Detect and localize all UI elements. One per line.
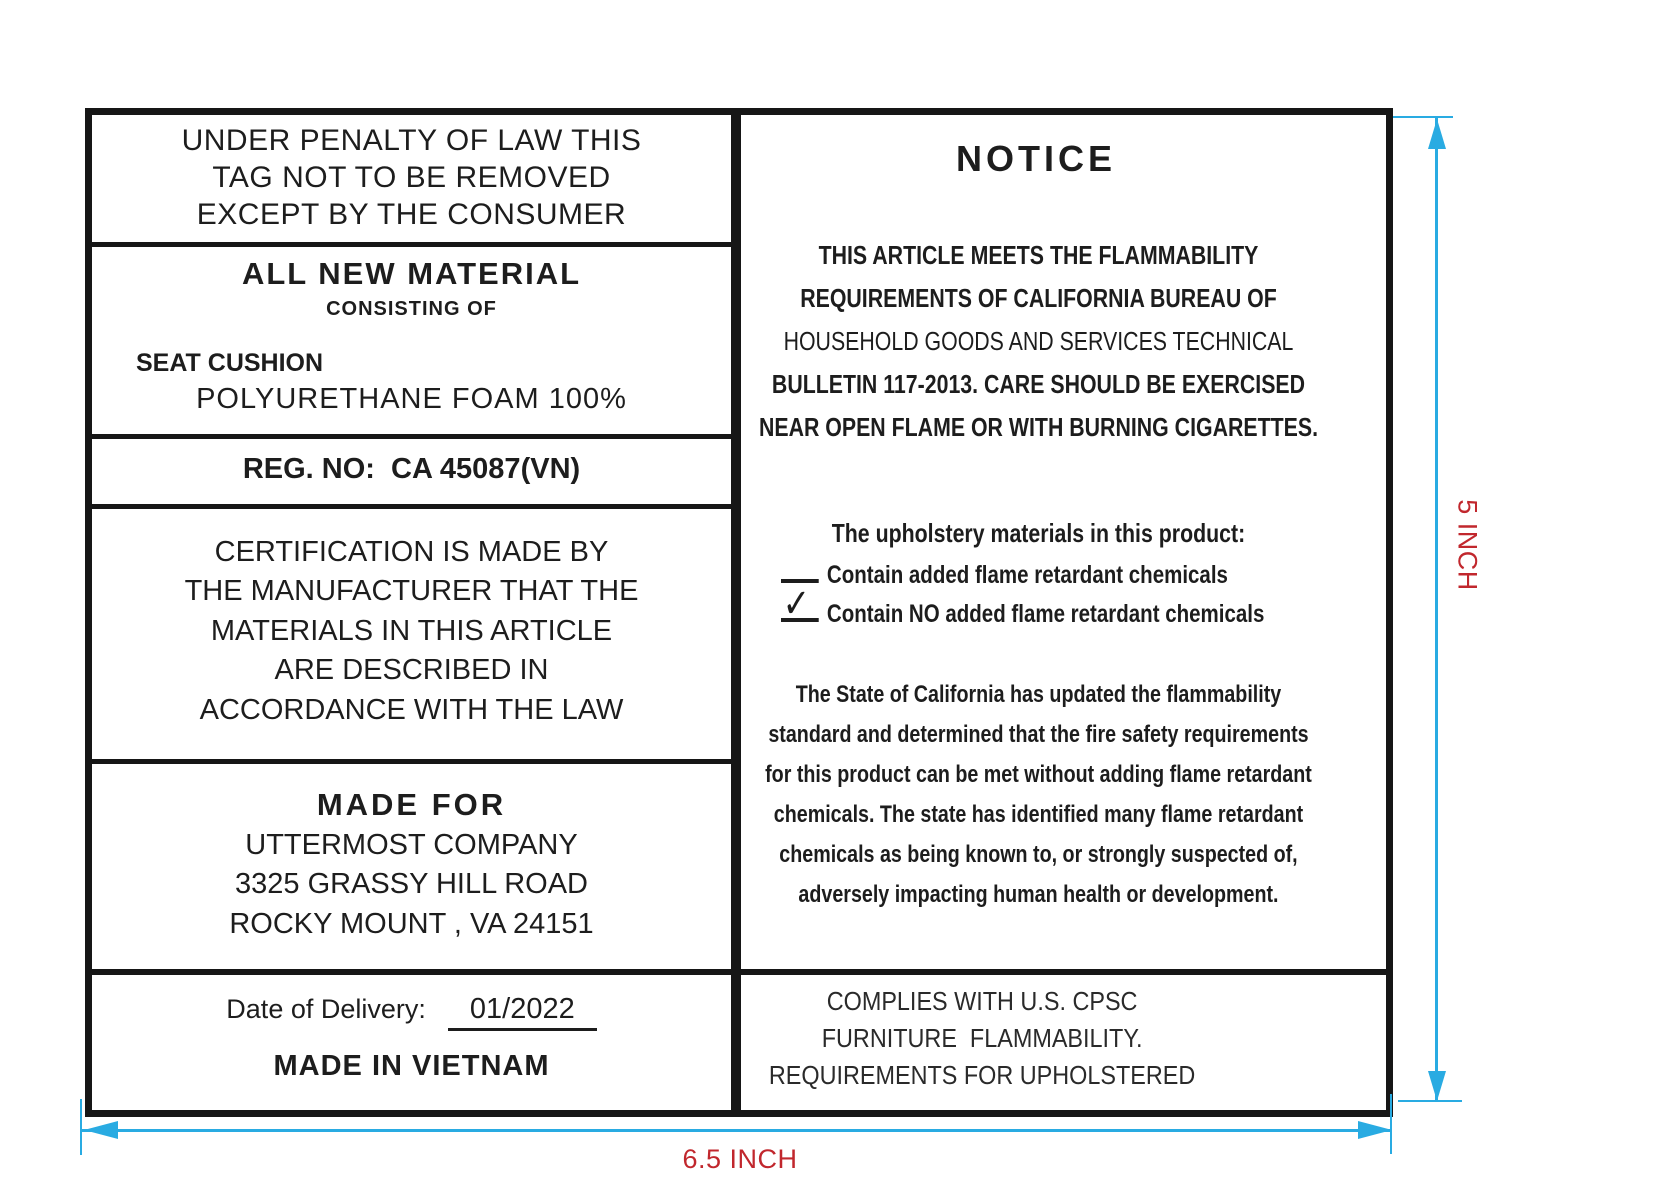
company-address-street: 3325 GRASSY HILL ROAD <box>235 868 588 901</box>
penalty-notice <box>92 122 731 233</box>
upholstery-heading: The upholstery materials in this product: <box>831 518 1246 548</box>
delivery-date-row <box>92 993 731 1031</box>
flammability-line: NEAR OPEN FLAME OR WITH BURNING CIGARETTES. <box>758 412 1319 442</box>
delivery-date-value: 01/2022 <box>448 993 597 1031</box>
arrow-up-icon <box>1428 119 1446 149</box>
state-update-paragraph <box>740 675 1382 915</box>
material-subtitle: CONSISTING OF <box>326 298 497 320</box>
certification-line: ACCORDANCE WITH THE LAW <box>199 693 624 726</box>
width-dimension-left-tick <box>80 1099 82 1155</box>
company-name: UTTERMOST COMPANY <box>245 828 578 861</box>
certification-line: ARE DESCRIBED IN <box>274 654 549 687</box>
checklist-option-label: Contain added flame retardant chemicals <box>826 561 1228 589</box>
penalty-line: UNDER PENALTY OF LAW THIS <box>181 124 642 157</box>
certification-statement <box>92 504 731 759</box>
checklist-option-checked <box>781 581 1337 634</box>
height-dimension-line <box>1435 117 1438 1101</box>
company-address-city: ROCKY MOUNT , VA 24151 <box>229 907 594 940</box>
cpsc-compliance-statement <box>740 983 1332 1094</box>
state-paragraph-line: chemicals as being known to, or strongly suspected of, <box>779 841 1298 868</box>
width-dimension-line <box>82 1129 1392 1132</box>
certification-line: CERTIFICATION IS MADE BY <box>214 535 609 568</box>
arrow-left-icon <box>84 1121 118 1139</box>
country-of-origin: MADE IN VIETNAM <box>273 1050 550 1082</box>
registration-number: REG. NO: CA 45087(VN) <box>242 452 581 485</box>
divider-penalty <box>92 242 731 247</box>
penalty-line: EXCEPT BY THE CONSUMER <box>196 198 627 231</box>
material-component: SEAT CUSHION <box>136 349 324 377</box>
made-for-block <box>92 759 731 969</box>
notice-title: NOTICE <box>955 138 1116 179</box>
state-paragraph-line: chemicals. The state has identified many flame retardant <box>773 801 1304 828</box>
compliance-line: FURNITURE FLAMMABILITY. <box>821 1023 1143 1053</box>
material-composition: POLYURETHANE FOAM 100% <box>196 383 627 415</box>
penalty-line: TAG NOT TO BE REMOVED <box>212 161 611 194</box>
state-paragraph-line: for this product can be met without adding flame retardant <box>765 761 1312 788</box>
height-dimension-label: 5 INCH <box>1452 499 1483 591</box>
width-dimension-right-tick <box>1390 1094 1392 1154</box>
flame-retardant-checklist <box>740 556 1382 634</box>
delivery-date-label: Date of Delivery: <box>226 994 426 1024</box>
flammability-line: REQUIREMENTS OF CALIFORNIA BUREAU OF <box>800 283 1277 313</box>
arrow-down-icon <box>1428 1071 1446 1101</box>
certification-line: MATERIALS IN THIS ARTICLE <box>210 614 613 647</box>
certification-line: THE MANUFACTURER THAT THE <box>184 575 639 608</box>
flammability-line: THIS ARTICLE MEETS THE FLAMMABILITY <box>818 240 1259 270</box>
width-dimension-label: 6.5 INCH <box>682 1144 798 1174</box>
state-paragraph-line: adversely impacting human health or development. <box>798 881 1279 908</box>
height-dimension-bottom-tick <box>1398 1100 1462 1102</box>
checkbox-blank-line <box>781 581 819 627</box>
height-dimension-top-tick <box>1393 116 1453 118</box>
check-mark-icon: ✓ <box>782 581 811 627</box>
made-for-title: MADE FOR <box>316 786 507 822</box>
checklist-option-unchecked <box>781 556 1337 595</box>
divider-bottom-sections <box>92 969 1386 975</box>
checklist-option-label: Contain NO added flame retardant chemicals <box>826 600 1265 628</box>
flammability-line: HOUSEHOLD GOODS AND SERVICES TECHNICAL <box>783 326 1294 356</box>
arrow-right-icon <box>1358 1121 1392 1139</box>
flammability-line: BULLETIN 117-2013. CARE SHOULD BE EXERCISED <box>771 369 1306 399</box>
material-title: ALL NEW MATERIAL <box>241 256 582 291</box>
compliance-line: REQUIREMENTS FOR UPHOLSTERED <box>768 1060 1196 1090</box>
compliance-line: COMPLIES WITH U.S. CPSC <box>826 986 1138 1016</box>
flammability-statement <box>740 234 1382 449</box>
state-paragraph-line: The State of California has updated the flammability <box>795 681 1282 708</box>
state-paragraph-line: standard and determined that the fire safety requirements <box>768 721 1309 748</box>
